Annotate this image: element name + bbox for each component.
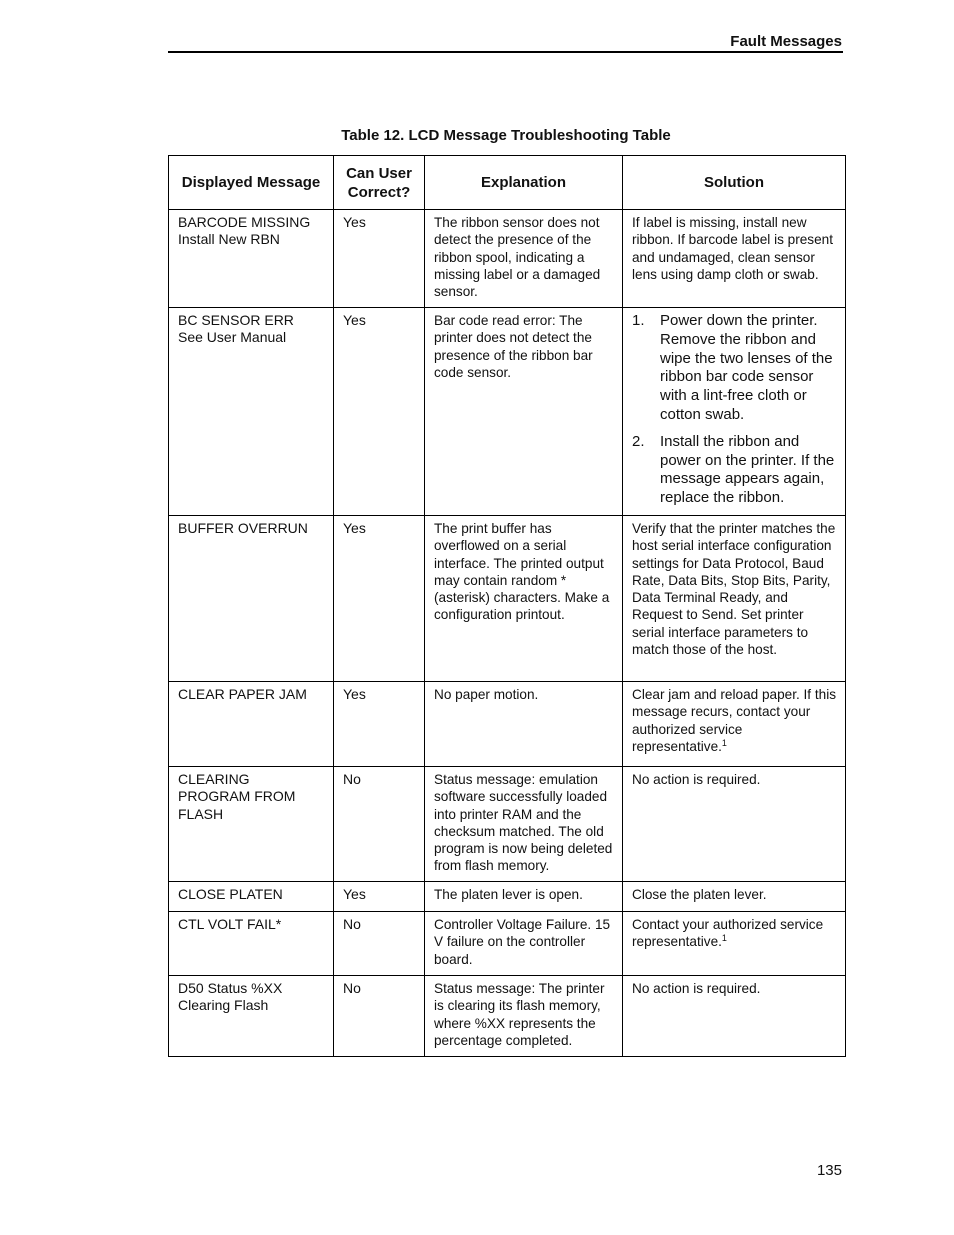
table-row [169,976,846,1057]
table-row [169,210,846,308]
step-number: 2. [632,432,645,450]
solution-text: Clear jam and reload paper. If this message recurs, contact your authorized service representative. [632,687,837,754]
solution-text: Contact your authorized service representative. [632,917,824,950]
footnote-marker: 1 [721,737,727,748]
explanation-cell: The ribbon sensor does not detect the presence of the ribbon spool, indicating a missing label or a damaged sensor. [425,210,623,308]
displayed-message-cell: BC SENSOR ERR See User Manual [169,308,334,516]
table-row [169,882,846,912]
column-header-displayed-message: Displayed Message [169,156,334,210]
explanation-cell: Status message: The printer is clearing its flash memory, where %XX represents the percentage completed. [425,976,623,1057]
table-row [169,767,846,882]
step-text: Power down the printer. Remove the ribbon and wipe the two lenses of the ribbon bar code sensor with a lint-free cloth or cotton swab. [660,312,833,423]
step-text: Install the ribbon and power on the printer. If the message appears again, replace the ribbon. [660,432,835,507]
solution-cell [623,912,846,976]
can-user-correct-cell: Yes [334,308,425,516]
table-row [169,912,846,976]
table-row [169,516,846,682]
column-header-explanation: Explanation [425,156,623,210]
can-user-correct-cell: Yes [334,516,425,682]
header-rule [168,51,843,53]
solution-steps [632,312,837,508]
displayed-message-cell: CLEARING PROGRAM FROM FLASH [169,767,334,882]
running-head: Fault Messages [730,33,842,50]
can-user-correct-cell: No [334,976,425,1057]
solution-cell: No action is required. [623,976,846,1057]
column-header-can-user-correct: Can User Correct? [334,156,425,210]
can-user-correct-cell: Yes [334,882,425,912]
troubleshooting-table [168,155,846,1057]
column-header-solution: Solution [623,156,846,210]
solution-cell: No action is required. [623,767,846,882]
solution-cell [623,308,846,516]
displayed-message-cell: BARCODE MISSING Install New RBN [169,210,334,308]
solution-cell: If label is missing, install new ribbon. If barcode label is present and undamaged, clean sensor lens using damp cloth or swab. [623,210,846,308]
displayed-message-cell: D50 Status %XX Clearing Flash [169,976,334,1057]
displayed-message-cell: BUFFER OVERRUN [169,516,334,682]
table-row [169,308,846,516]
solution-cell: Close the platen lever. [623,882,846,912]
solution-step [632,433,837,508]
displayed-message-cell: CTL VOLT FAIL* [169,912,334,976]
table-caption: Table 12. LCD Message Troubleshooting Table [341,127,671,144]
explanation-cell: Bar code read error: The printer does not detect the presence of the ribbon bar code sensor. [425,308,623,516]
explanation-cell: Controller Voltage Failure. 15 V failure on the controller board. [425,912,623,976]
displayed-message-cell: CLOSE PLATEN [169,882,334,912]
solution-cell: Verify that the printer matches the host serial interface configuration settings for Data Protocol, Baud Rate, Data Bits, Stop Bits, Parity, Data Terminal Ready, and Request to Send. Set printer serial interface parameters to match those of the host. [623,516,846,682]
explanation-cell: The print buffer has overflowed on a serial interface. The printed output may contain random * (asterisk) characters. Make a configuration printout. [425,516,623,682]
step-number: 1. [632,312,645,329]
can-user-correct-cell: No [334,912,425,976]
header-row [169,156,846,210]
can-user-correct-cell: Yes [334,682,425,767]
footnote-marker: 1 [721,933,727,944]
displayed-message-cell: CLEAR PAPER JAM [169,682,334,767]
solution-step [632,312,837,425]
solution-cell [623,682,846,767]
can-user-correct-cell: Yes [334,210,425,308]
can-user-correct-cell: No [334,767,425,882]
explanation-cell: Status message: emulation software successfully loaded into printer RAM and the checksum matched. The old program is now being deleted from flash memory. [425,767,623,882]
explanation-cell: The platen lever is open. [425,882,623,912]
page-number: 135 [816,1162,842,1179]
table-row [169,682,846,767]
explanation-cell: No paper motion. [425,682,623,767]
